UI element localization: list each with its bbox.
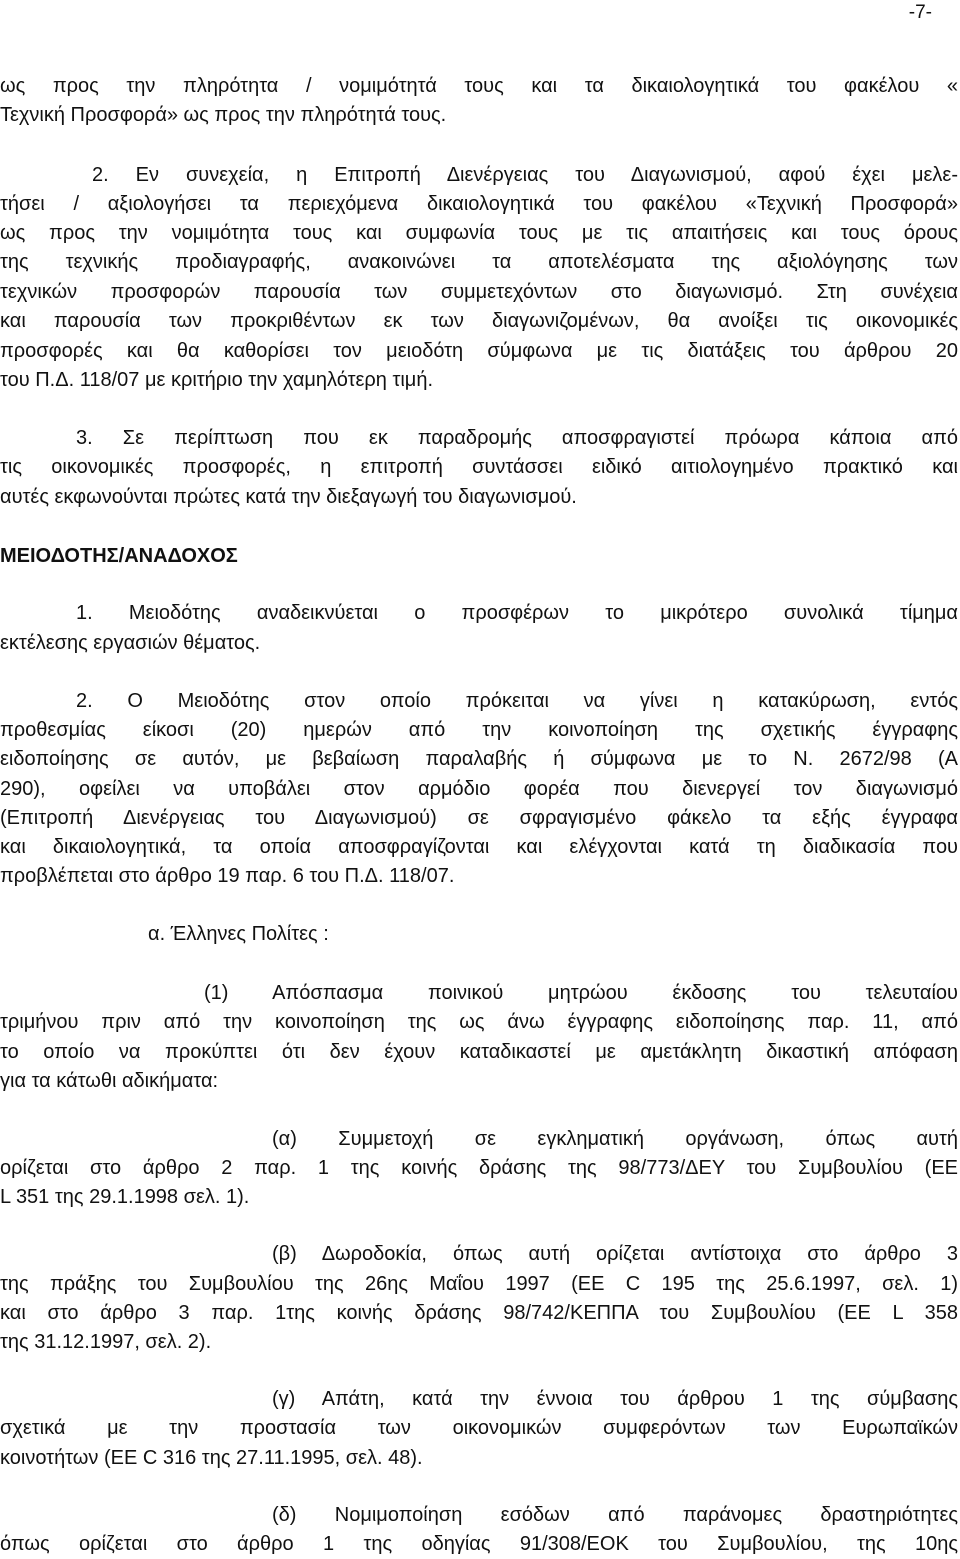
- body-text-line: τεχνικών προσφορών παρουσία των συμμετεχόντων στο διαγωνισμό. Στη συνέχεια: [0, 281, 958, 303]
- body-text-line: το οποίο να προκύπτει ότι δεν έχουν καταδικαστεί με αμετάκλητη δικαστική απόφαση: [0, 1041, 958, 1063]
- body-text-line: και παρουσία των προκριθέντων εκ των διαγωνιζομένων, θα ανοίξει τις οικονομικές: [0, 310, 958, 332]
- body-text-line: και δικαιολογητικά, τα οποία αποσφραγίζονται και ελέγχονται κατά τη διαδικασία που: [0, 836, 958, 858]
- page-number: -7-: [908, 2, 932, 23]
- body-text-line: όπως ορίζεται στο άρθρο 1 της οδηγίας 91/308/ΕΟΚ του Συμβουλίου, της 10ης: [0, 1533, 958, 1555]
- body-text-line: προσφορές και θα καθορίσει τον μειοδότη σύμφωνα με τις διατάξεις του άρθρου 20: [0, 340, 958, 362]
- subsection-heading: α. Έλληνες Πολίτες :: [148, 923, 329, 945]
- body-text-line: ορίζεται στο άρθρο 2 παρ. 1 της κοινής δράσης της 98/773/ΔΕΥ του Συμβουλίου (ΕΕ: [0, 1157, 958, 1179]
- body-text-line: 3. Σε περίπτωση που εκ παραδρομής αποσφραγιστεί πρόωρα κάποια από: [76, 427, 958, 449]
- body-text-line: (β) Δωροδοκία, όπως αυτή ορίζεται αντίστοιχα στο άρθρο 3: [272, 1243, 958, 1265]
- body-text-line: 290), οφείλει να υποβάλει στον αρμόδιο φορέα που διενεργεί τον διαγωνισμό: [0, 778, 958, 800]
- body-text-line: ειδοποίησης σε αυτόν, με βεβαίωση παραλαβής ή σύμφωνα με το Ν. 2672/98 (Α: [0, 748, 958, 770]
- body-text-line: (γ) Απάτη, κατά την έννοια του άρθρου 1 της σύμβασης: [272, 1388, 958, 1410]
- body-text-line: 1. Μειοδότης αναδεικνύεται ο προσφέρων το μικρότερο συνολικά τίμημα: [76, 602, 958, 624]
- body-text-line: της τεχνικής προδιαγραφής, ανακοινώνει τα αποτελέσματα της αξιολόγησης των: [0, 251, 958, 273]
- body-text-line: (δ) Νομιμοποίηση εσόδων από παράνομες δραστηριότητες: [272, 1504, 958, 1526]
- body-text-line: τις οικονομικές προσφορές, η επιτροπή συντάσσει ειδικό αιτιολογημένο πρακτικό και: [0, 456, 958, 478]
- body-text-line: Τεχνική Προσφορά» ως προς την πληρότητά τους.: [0, 104, 447, 126]
- body-text-line: τριμήνου πριν από την κοινοποίηση της ως άνω έγγραφης ειδοποίησης παρ. 11, από: [0, 1011, 958, 1033]
- body-text-line: (Επιτροπή Διενέργειας του Διαγωνισμού) σε σφραγισμένο φάκελο τα εξής έγγραφα: [0, 807, 958, 829]
- body-text-line: του Π.Δ. 118/07 με κριτήριο την χαμηλότερη τιμή.: [0, 369, 433, 391]
- body-text-line: αυτές εκφωνούνται πρώτες κατά την διεξαγωγή του διαγωνισμού.: [0, 486, 577, 508]
- body-text-line: 2. Ο Μειοδότης στον οποίο πρόκειται να γίνει η κατακύρωση, εντός: [76, 690, 958, 712]
- body-text-line: 2. Εν συνεχεία, η Επιτροπή Διενέργειας του Διαγωνισμού, αφού έχει μελε-: [92, 164, 958, 186]
- body-text-line: προβλέπεται στο άρθρο 19 παρ. 6 του Π.Δ. 118/07.: [0, 865, 455, 887]
- body-text-line: κοινοτήτων (ΕΕ C 316 της 27.11.1995, σελ. 48).: [0, 1447, 423, 1469]
- body-text-line: εκτέλεσης εργασιών θέματος.: [0, 632, 261, 654]
- body-text-line: ως προς την πληρότητα / νομιμότητά τους και τα δικαιολογητικά του φακέλου «: [0, 75, 958, 97]
- body-text-line: προθεσμίας είκοσι (20) ημερών από την κοινοποίηση της σχετικής έγγραφης: [0, 719, 958, 741]
- body-text-line: και στο άρθρο 3 παρ. 1της κοινής δράσης 98/742/ΚΕΠΠΑ του Συμβουλίου (ΕΕ L 358: [0, 1302, 958, 1324]
- body-text-line: της πράξης του Συμβουλίου της 26ης Μαΐου 1997 (ΕΕ C 195 της 25.6.1997, σελ. 1): [0, 1273, 958, 1295]
- section-heading: ΜΕΙΟΔΟΤΗΣ/ΑΝΑΔΟΧΟΣ: [0, 545, 238, 567]
- body-text-line: της 31.12.1997, σελ. 2).: [0, 1331, 212, 1353]
- body-text-line: για τα κάτωθι αδικήματα:: [0, 1070, 219, 1092]
- body-text-line: (α) Συμμετοχή σε εγκληματική οργάνωση, όπως αυτή: [272, 1128, 958, 1150]
- body-text-line: L 351 της 29.1.1998 σελ. 1).: [0, 1186, 250, 1208]
- body-text-line: σχετικά με την προστασία των οικονομικών συμφερόντων των Ευρωπαϊκών: [0, 1417, 958, 1439]
- body-text-line: (1) Απόσπασμα ποινικού μητρώου έκδοσης του τελευταίου: [204, 982, 958, 1004]
- body-text-line: ως προς την νομιμότητα τους και συμφωνία τους με τις απαιτήσεις και τους όρους: [0, 222, 958, 244]
- body-text-line: τήσει / αξιολογήσει τα περιεχόμενα δικαιολογητικά του φακέλου «Τεχνική Προσφορά»: [0, 193, 958, 215]
